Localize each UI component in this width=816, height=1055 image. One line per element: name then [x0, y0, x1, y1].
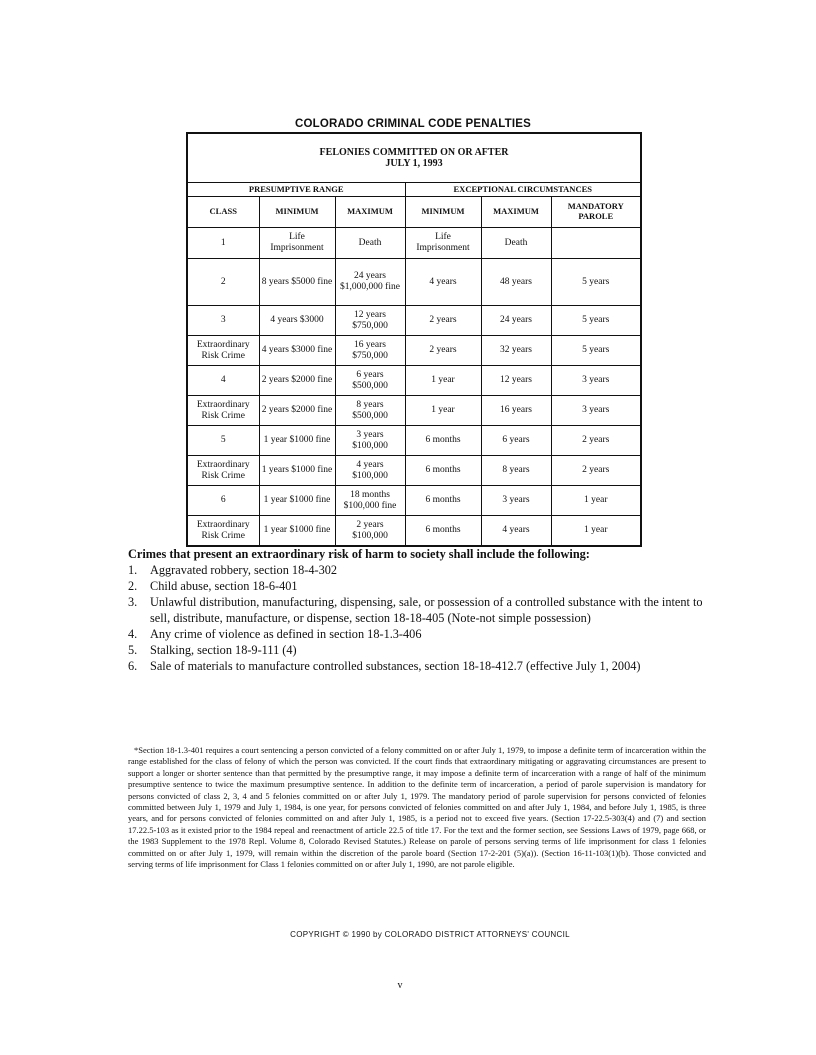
list-heading: Crimes that present an extraordinary risk of harm to society shall include the following:	[128, 547, 590, 561]
cell-exceptional-maximum: 8 years	[481, 456, 551, 486]
column-header-class: CLASS	[187, 197, 259, 228]
cell-class: Extraordinary Risk Crime	[187, 516, 259, 547]
cell-minimum: 8 years $5000 fine	[259, 259, 335, 306]
cell-class: 4	[187, 366, 259, 396]
cell-maximum: 18 months $100,000 fine	[335, 486, 405, 516]
list-item	[128, 562, 708, 578]
cell-class: 2	[187, 259, 259, 306]
cell-minimum: 1 years $1000 fine	[259, 456, 335, 486]
table-heading-line2: JULY 1, 1993	[385, 158, 443, 169]
cell-mandatory-parole: 1 year	[551, 516, 641, 547]
column-header-maximum: MAXIMUM	[335, 197, 405, 228]
cell-class: Extraordinary Risk Crime	[187, 456, 259, 486]
table-row	[187, 396, 641, 426]
cell-class: 5	[187, 426, 259, 456]
list-item-text: Child abuse, section 18-6-401	[150, 579, 298, 593]
cell-exceptional-maximum: 32 years	[481, 336, 551, 366]
list-item-number: 3.	[128, 595, 138, 609]
cell-exceptional-maximum: 4 years	[481, 516, 551, 547]
cell-maximum: Death	[335, 228, 405, 259]
list-item-text: Aggravated robbery, section 18-4-302	[150, 563, 338, 577]
cell-mandatory-parole: 5 years	[551, 336, 641, 366]
list-item-text: Sale of materials to manufacture controlled substances, section 18-18-412.7 (effective July 1, 2004)	[150, 659, 641, 673]
cell-maximum: 2 years $100,000	[335, 516, 405, 547]
cell-exceptional-minimum: 6 months	[405, 426, 481, 456]
table-row	[187, 486, 641, 516]
table-row	[187, 306, 641, 336]
cell-maximum: 16 years $750,000	[335, 336, 405, 366]
cell-minimum: 1 year $1000 fine	[259, 486, 335, 516]
list-item-text: Stalking, section 18-9-111 (4)	[150, 643, 297, 657]
cell-maximum: 12 years $750,000	[335, 306, 405, 336]
cell-mandatory-parole	[551, 228, 641, 259]
column-header-mandatory-parole: MANDATORY PAROLE	[551, 197, 641, 228]
table-row	[187, 259, 641, 306]
document-title: COLORADO CRIMINAL CODE PENALTIES	[295, 118, 531, 130]
cell-exceptional-minimum: 2 years	[405, 336, 481, 366]
cell-exceptional-minimum: 6 months	[405, 516, 481, 547]
cell-minimum: 4 years $3000	[259, 306, 335, 336]
cell-minimum: 1 year $1000 fine	[259, 426, 335, 456]
cell-exceptional-maximum: 24 years	[481, 306, 551, 336]
cell-exceptional-minimum: 4 years	[405, 259, 481, 306]
cell-class: Extraordinary Risk Crime	[187, 396, 259, 426]
cell-exceptional-maximum: Death	[481, 228, 551, 259]
cell-class: Extraordinary Risk Crime	[187, 336, 259, 366]
table-row	[187, 516, 641, 547]
cell-minimum: 2 years $2000 fine	[259, 366, 335, 396]
cell-mandatory-parole: 3 years	[551, 396, 641, 426]
cell-class: 3	[187, 306, 259, 336]
list-item	[128, 642, 708, 658]
list-item-text: Any crime of violence as defined in section 18-1.3-406	[150, 627, 422, 641]
cell-mandatory-parole: 3 years	[551, 366, 641, 396]
cell-exceptional-maximum: 6 years	[481, 426, 551, 456]
list-item-text: Unlawful distribution, manufacturing, dispensing, sale, or possession of a controlled substance with the intent to sell, distribute, manufacture, or dispense, section 18-18-405 (Note-not simple possession)	[150, 595, 703, 625]
extraordinary-risk-list	[128, 546, 708, 674]
cell-minimum: Life Imprisonment	[259, 228, 335, 259]
list-item	[128, 594, 708, 626]
list-item-number: 4.	[128, 627, 138, 641]
column-header-exceptional-minimum: MINIMUM	[405, 197, 481, 228]
cell-maximum: 24 years $1,000,000 fine	[335, 259, 405, 306]
cell-exceptional-maximum: 16 years	[481, 396, 551, 426]
cell-exceptional-minimum: 1 year	[405, 366, 481, 396]
cell-minimum: 1 year $1000 fine	[259, 516, 335, 547]
list-item	[128, 658, 708, 674]
cell-maximum: 4 years $100,000	[335, 456, 405, 486]
table-row	[187, 456, 641, 486]
cell-minimum: 4 years $3000 fine	[259, 336, 335, 366]
cell-exceptional-minimum: Life Imprisonment	[405, 228, 481, 259]
penalties-table	[186, 132, 642, 547]
cell-exceptional-minimum: 6 months	[405, 486, 481, 516]
copyright-notice: COPYRIGHT © 1990 by COLORADO DISTRICT ATTORNEYS' COUNCIL	[290, 930, 570, 939]
list-item	[128, 626, 708, 642]
list-item-number: 2.	[128, 579, 138, 593]
list-item-number: 6.	[128, 659, 138, 673]
table-row	[187, 228, 641, 259]
list-item-number: 1.	[128, 563, 138, 577]
list-item	[128, 578, 708, 594]
cell-mandatory-parole: 5 years	[551, 306, 641, 336]
footnote-paragraph: *Section 18-1.3-401 requires a court sentencing a person convicted of a felony committed on or after July 1, 1979, to impose a definite term of incarceration within the range established for the class of felony of which the person was convicted. If the court finds that extraordinary mitigating or aggravating circumstances are present to support a longer or shorter sentence than that permitted by the presumptive range, it may impose a definite term of incarceration with a range of half of the minimum presumptive sentence to twice the maximum presumptive sentence. In addition to the definite term of incarceration, a period of parole supervision is mandatory for persons convicted of class 2, 3, 4 and 5 felonies committed on or after July 1, 1979. The mandatory period of parole supervision for persons convicted of felonies committed between July 1, 1979 and July 1, 1984, is one year, for persons convicted of felonies committed on and after July 1, 1984, and before July 1, 1985, is three years, and for persons convicted of felonies committed on and after July 1, 1985, is a period not to exceed five years. (Section 17-22.5-303(4) and (7) and section 17.22.5-103 as it existed prior to the 1984 repeal and reenactment of article 22.5 of title 17. For the text and the former section, see Sessions Laws of 1979, page 668, or the 1983 Supplement to the 1978 Repl. Volume 8, Colorado Revised Statutes.) Release on parole of persons serving terms of life imprisonment for class 1 felonies committed on or after July 1, 1979, will remain within the discretion of the parole board (Section 17-2-201 (5)(a)). (Section 16-11-103(1)(b). Those convicted and serving terms of life imprisonment for Class 1 felonies committed on or after July 1, 1990, are not parole eligible.	[128, 745, 706, 870]
cell-mandatory-parole: 5 years	[551, 259, 641, 306]
column-header-minimum: MINIMUM	[259, 197, 335, 228]
cell-exceptional-maximum: 12 years	[481, 366, 551, 396]
cell-exceptional-minimum: 2 years	[405, 306, 481, 336]
column-header-exceptional-maximum: MAXIMUM	[481, 197, 551, 228]
cell-class: 1	[187, 228, 259, 259]
cell-maximum: 6 years $500,000	[335, 366, 405, 396]
cell-class: 6	[187, 486, 259, 516]
page-number: v	[397, 980, 403, 991]
cell-mandatory-parole: 2 years	[551, 456, 641, 486]
presumptive-range-header: PRESUMPTIVE RANGE	[187, 183, 405, 197]
cell-mandatory-parole: 1 year	[551, 486, 641, 516]
exceptional-circumstances-header: EXCEPTIONAL CIRCUMSTANCES	[405, 183, 641, 197]
cell-minimum: 2 years $2000 fine	[259, 396, 335, 426]
table-row	[187, 366, 641, 396]
table-row	[187, 336, 641, 366]
table-row	[187, 426, 641, 456]
cell-maximum: 3 years $100,000	[335, 426, 405, 456]
cell-exceptional-minimum: 6 months	[405, 456, 481, 486]
cell-exceptional-minimum: 1 year	[405, 396, 481, 426]
cell-exceptional-maximum: 48 years	[481, 259, 551, 306]
cell-exceptional-maximum: 3 years	[481, 486, 551, 516]
cell-maximum: 8 years $500,000	[335, 396, 405, 426]
table-main-heading	[187, 133, 641, 183]
cell-mandatory-parole: 2 years	[551, 426, 641, 456]
list-item-number: 5.	[128, 643, 138, 657]
table-heading-line1: FELONIES COMMITTED ON OR AFTER	[319, 146, 509, 158]
